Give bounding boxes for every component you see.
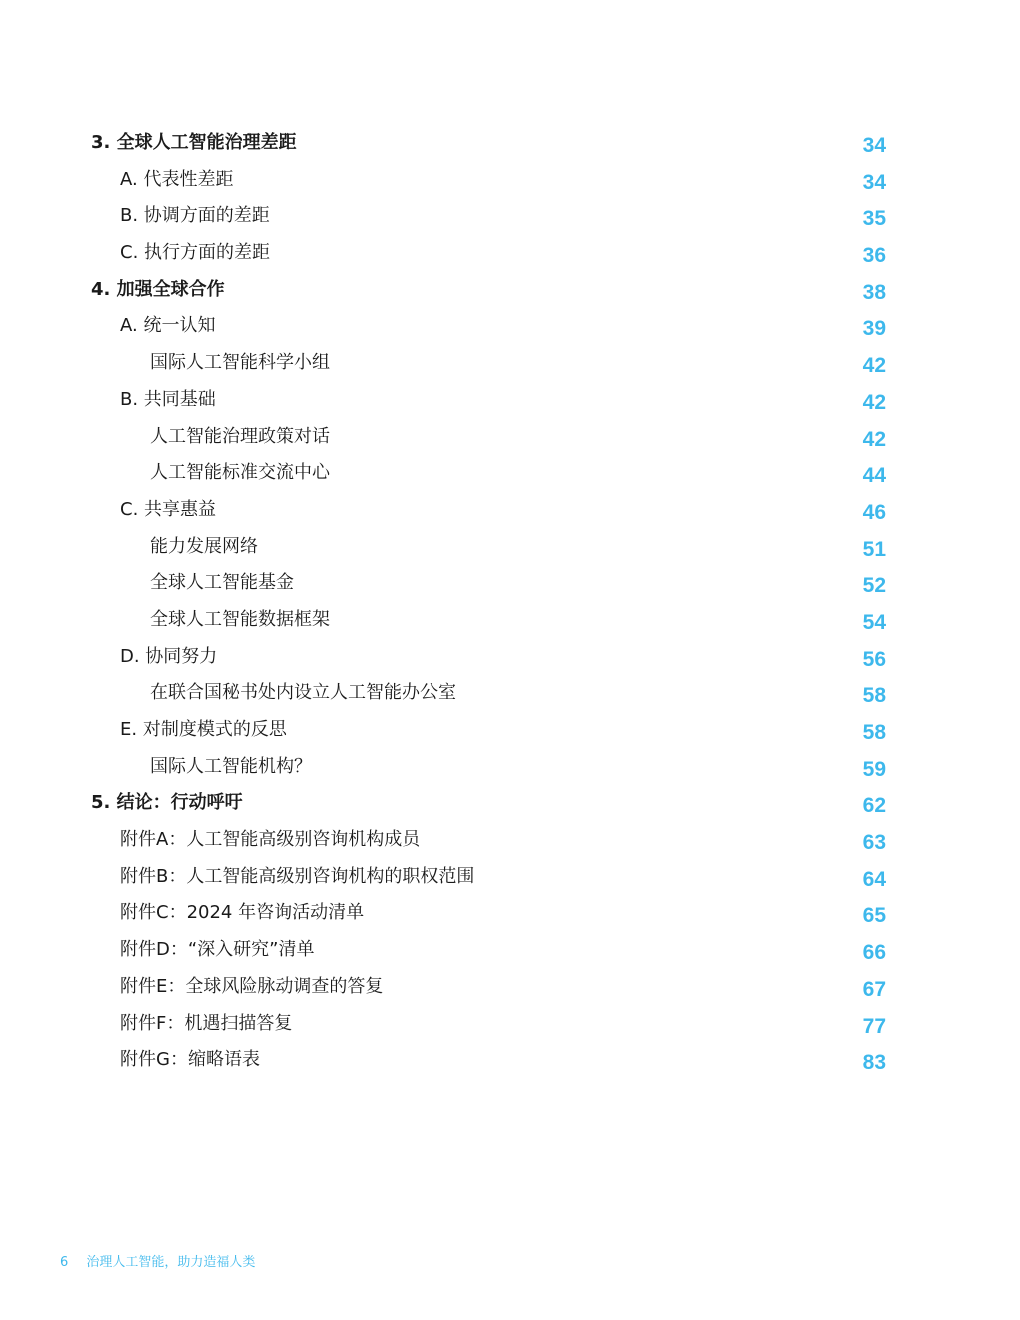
toc-entry-title[interactable]: 人工智能标准交流中心 xyxy=(150,462,330,484)
toc-entry-page-number[interactable]: 46 xyxy=(862,500,886,524)
toc-entry-title[interactable]: A. 代表性差距 xyxy=(120,168,234,190)
toc-entry-page-number[interactable]: 77 xyxy=(862,1014,886,1038)
toc-entry-page-number[interactable]: 34 xyxy=(862,170,886,194)
toc-entry-title[interactable]: 附件D：“深入研究”清单 xyxy=(120,939,315,961)
toc-entry[interactable] xyxy=(0,237,1020,274)
toc-entry-title[interactable]: B. 协调方面的差距 xyxy=(120,205,270,227)
toc-entry-title[interactable]: 在联合国秘书处内设立人工智能办公室 xyxy=(150,682,456,704)
toc-entry[interactable] xyxy=(0,310,1020,347)
toc-entry-page-number[interactable]: 83 xyxy=(862,1051,886,1075)
toc-entry[interactable] xyxy=(0,567,1020,604)
toc-entry[interactable] xyxy=(0,421,1020,458)
toc-entry-title[interactable]: 3. 全球人工智能治理差距 xyxy=(91,132,297,153)
toc-entry-title[interactable]: 5. 结论：行动呼吁 xyxy=(91,792,243,814)
toc-entry[interactable] xyxy=(0,200,1020,237)
toc-entry-title[interactable]: 附件A：人工智能高级别咨询机构成员 xyxy=(120,829,421,851)
toc-entry-title[interactable]: C. 共享惠益 xyxy=(120,498,217,520)
toc-entry-page-number[interactable]: 35 xyxy=(862,207,886,231)
toc-entry-page-number[interactable]: 63 xyxy=(862,831,886,855)
toc-entry-page-number[interactable]: 62 xyxy=(862,794,886,818)
toc-entry[interactable] xyxy=(0,677,1020,714)
toc-entry[interactable] xyxy=(0,714,1020,751)
toc-entry-title[interactable]: 全球人工智能基金 xyxy=(150,572,294,594)
toc-entry-page-number[interactable]: 42 xyxy=(862,427,886,451)
footer-page-number: 6 xyxy=(60,1255,69,1270)
toc-entry-title[interactable]: 附件B：人工智能高级别咨询机构的职权范围 xyxy=(120,865,475,887)
toc-entry[interactable] xyxy=(0,384,1020,421)
toc-entry-page-number[interactable]: 51 xyxy=(862,537,886,561)
toc-entry-page-number[interactable]: 44 xyxy=(862,464,886,488)
toc-entry[interactable] xyxy=(0,861,1020,898)
toc-entry[interactable] xyxy=(0,127,1020,164)
toc-entry-title[interactable]: 国际人工智能科学小组 xyxy=(150,352,330,374)
toc-entry-title[interactable]: 全球人工智能数据框架 xyxy=(150,608,330,630)
toc-entry[interactable] xyxy=(0,164,1020,201)
toc-entry-page-number[interactable]: 58 xyxy=(862,721,886,744)
toc-entry[interactable] xyxy=(0,751,1020,788)
toc-entry[interactable] xyxy=(0,457,1020,494)
toc-entry[interactable] xyxy=(0,934,1020,971)
table-of-contents xyxy=(0,127,1020,1081)
toc-entry-title[interactable]: B. 共同基础 xyxy=(120,388,216,410)
toc-entry-title[interactable]: 人工智能治理政策对话 xyxy=(150,425,330,447)
toc-entry[interactable] xyxy=(0,824,1020,861)
toc-entry[interactable] xyxy=(0,787,1020,824)
toc-entry[interactable] xyxy=(0,971,1020,1008)
toc-entry-page-number[interactable]: 67 xyxy=(862,977,886,1001)
toc-entry-title[interactable]: 附件G：缩略语表 xyxy=(120,1049,260,1071)
toc-entry-title[interactable]: A. 统一认知 xyxy=(120,315,216,337)
toc-entry-page-number[interactable]: 34 xyxy=(862,134,886,157)
toc-entry-title[interactable]: 附件E：全球风险脉动调查的答复 xyxy=(120,975,384,997)
toc-entry-title[interactable]: D. 协同努力 xyxy=(120,645,218,667)
toc-entry-page-number[interactable]: 59 xyxy=(862,757,886,781)
toc-entry[interactable] xyxy=(0,604,1020,641)
toc-entry[interactable] xyxy=(0,494,1020,531)
toc-entry-page-number[interactable]: 42 xyxy=(862,354,886,378)
footer-document-title: 治理人工智能，助力造福人类 xyxy=(86,1255,256,1270)
toc-entry-title[interactable]: 附件C：2024 年咨询活动清单 xyxy=(120,902,365,924)
toc-entry-page-number[interactable]: 52 xyxy=(862,574,886,598)
toc-entry[interactable] xyxy=(0,1044,1020,1081)
toc-entry-page-number[interactable]: 38 xyxy=(862,280,886,304)
toc-entry-page-number[interactable]: 54 xyxy=(862,610,886,634)
toc-entry-page-number[interactable]: 39 xyxy=(862,317,886,341)
toc-entry[interactable] xyxy=(0,274,1020,311)
toc-entry-page-number[interactable]: 42 xyxy=(862,390,886,414)
toc-entry-page-number[interactable]: 56 xyxy=(862,647,886,671)
toc-entry[interactable] xyxy=(0,897,1020,934)
toc-entry[interactable] xyxy=(0,531,1020,568)
toc-entry-page-number[interactable]: 36 xyxy=(862,244,886,268)
toc-entry[interactable] xyxy=(0,641,1020,678)
toc-entry-title[interactable]: 附件F：机遇扫描答复 xyxy=(120,1012,293,1034)
toc-entry-title[interactable]: 4. 加强全球合作 xyxy=(91,278,225,300)
toc-entry-title[interactable]: 国际人工智能机构？ xyxy=(150,755,312,777)
page-footer xyxy=(60,1254,255,1272)
toc-entry-page-number[interactable]: 65 xyxy=(862,904,886,928)
toc-entry-page-number[interactable]: 58 xyxy=(862,684,886,708)
toc-entry-page-number[interactable]: 64 xyxy=(862,867,886,891)
toc-entry[interactable] xyxy=(0,1008,1020,1045)
toc-entry-title[interactable]: E. 对制度模式的反思 xyxy=(120,719,287,740)
toc-entry-title[interactable]: C. 执行方面的差距 xyxy=(120,242,271,264)
toc-entry-title[interactable]: 能力发展网络 xyxy=(150,535,258,557)
toc-entry-page-number[interactable]: 66 xyxy=(862,941,886,965)
toc-entry[interactable] xyxy=(0,347,1020,384)
